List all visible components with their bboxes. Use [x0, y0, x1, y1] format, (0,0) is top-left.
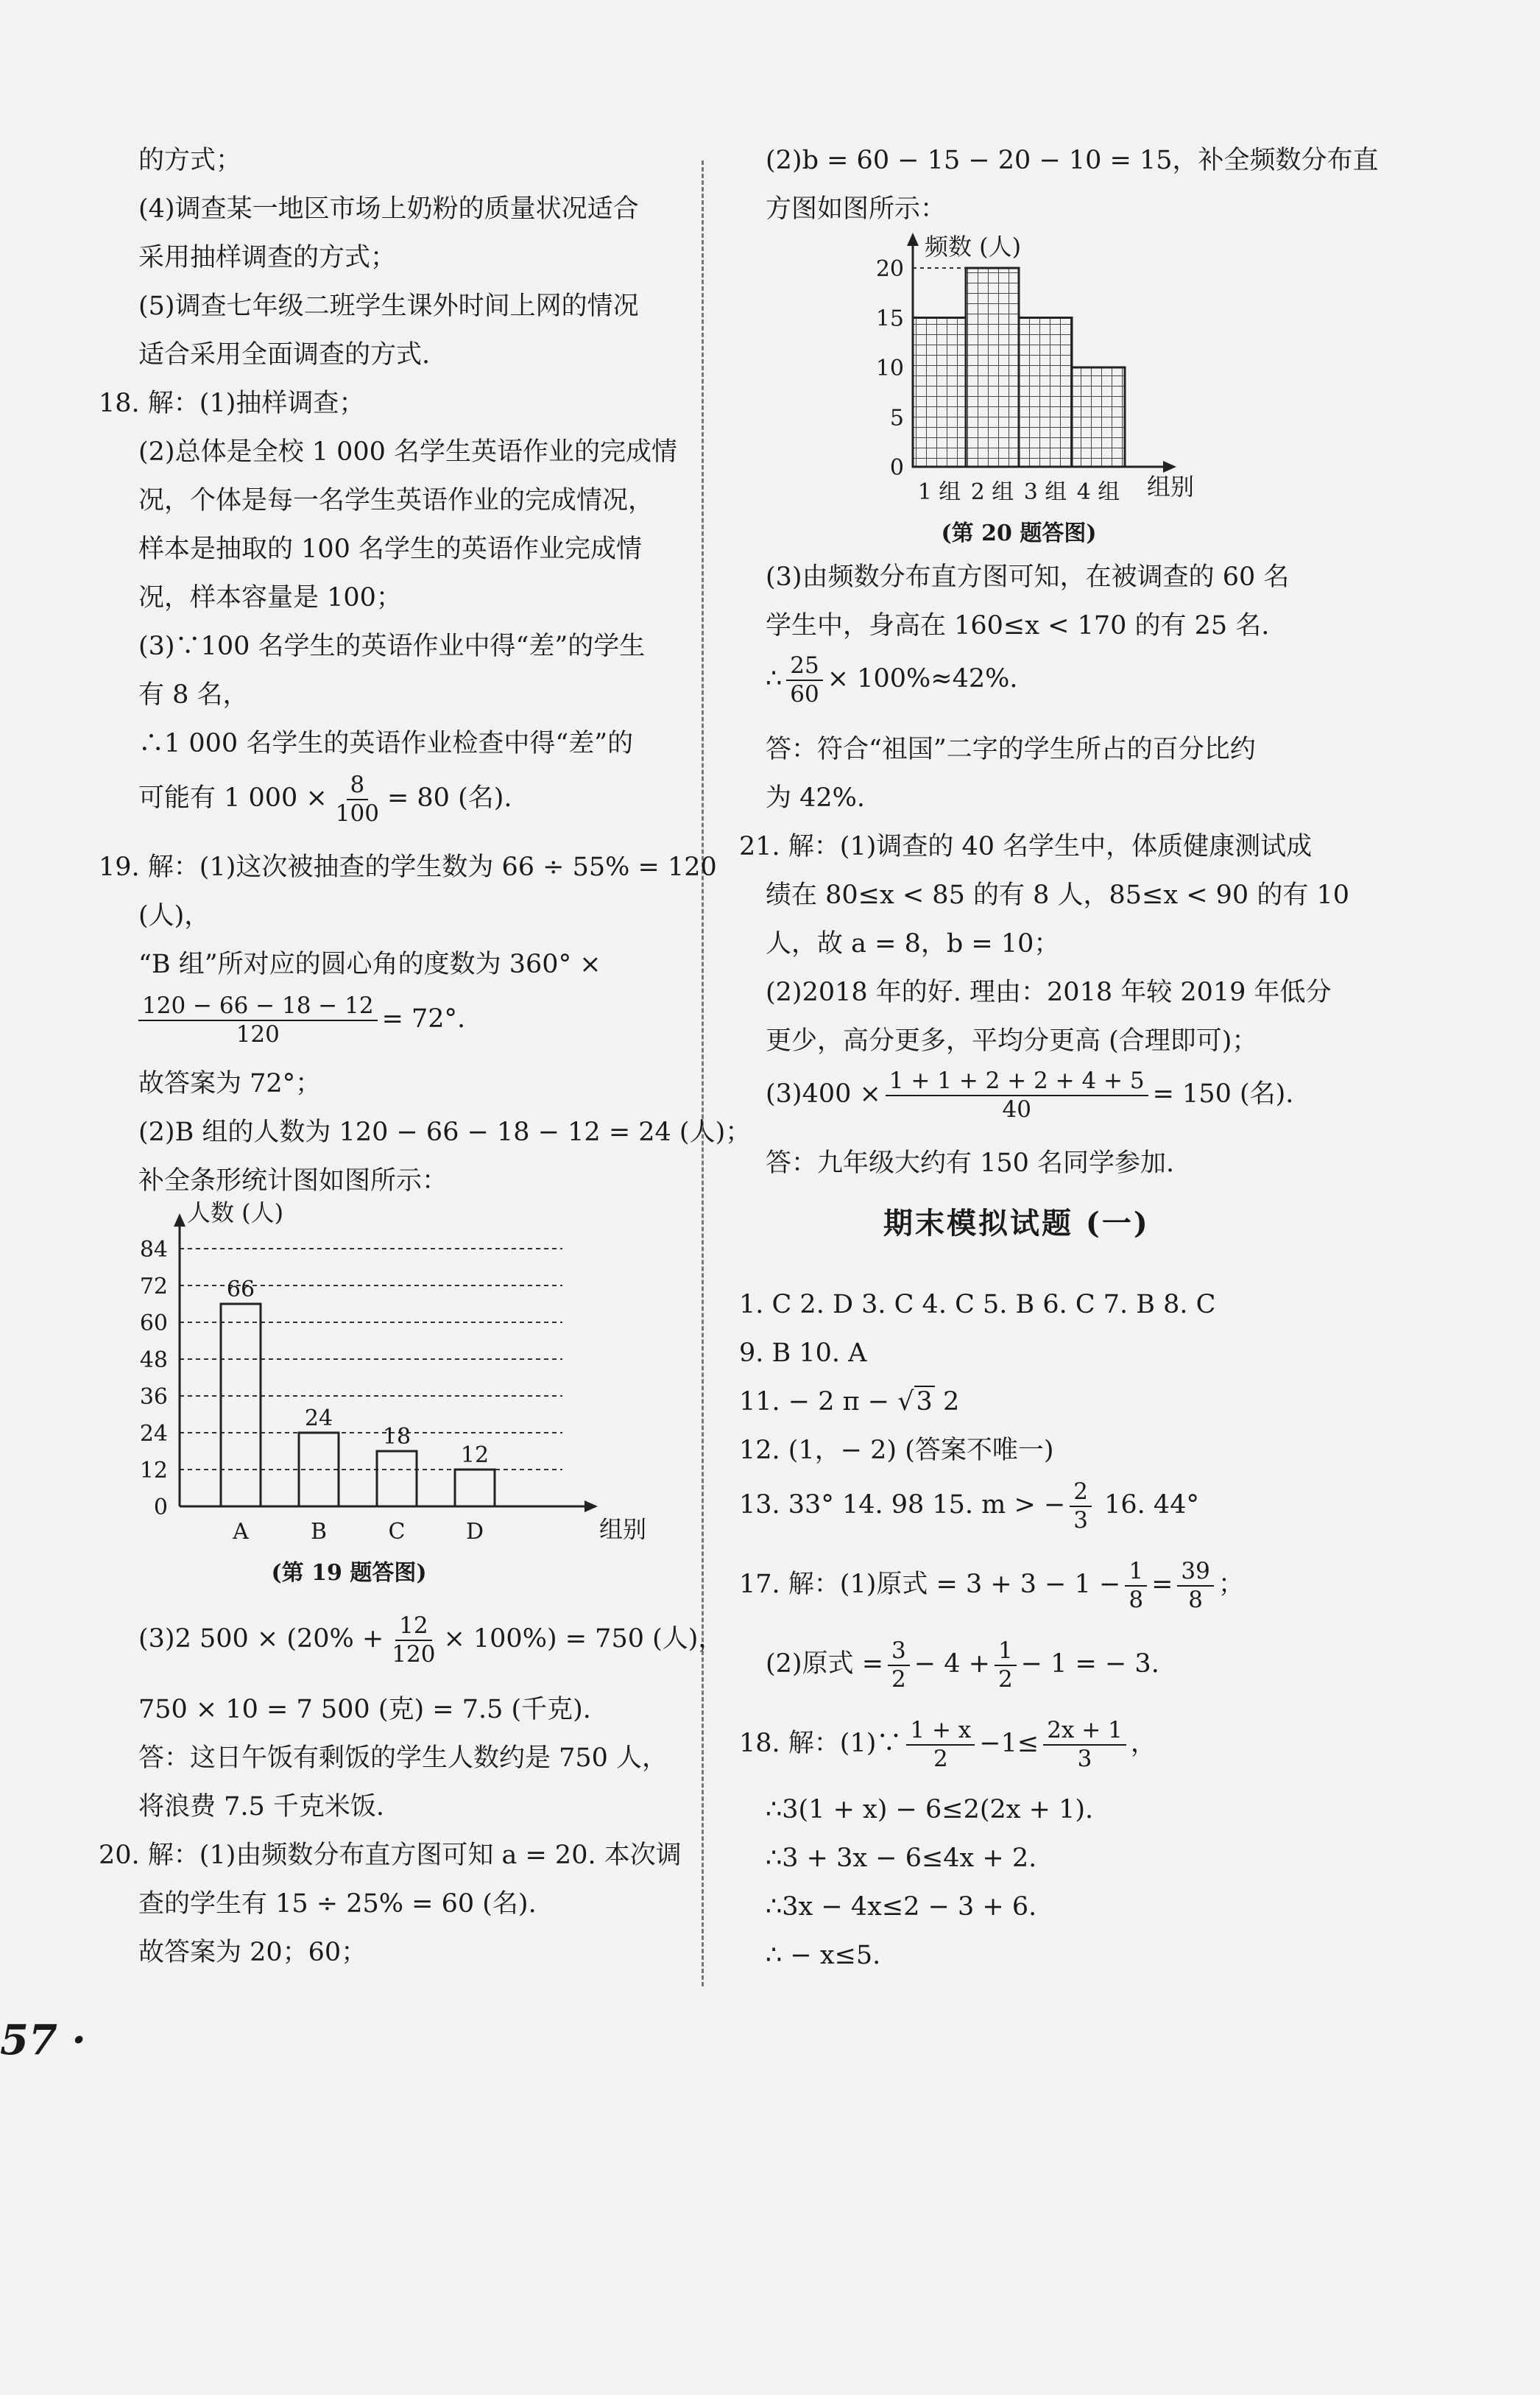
denominator: 8	[1188, 1586, 1204, 1613]
text-line: 有 8 名，	[138, 680, 249, 710]
numerator: 39	[1177, 1558, 1213, 1587]
y-axis-arrow	[907, 233, 919, 246]
denominator: 3	[1073, 1506, 1089, 1534]
text-line: 样本是抽取的 100 名学生的英语作业完成情	[138, 535, 643, 564]
fraction	[1125, 1558, 1147, 1614]
denominator: 2	[933, 1745, 948, 1772]
numerator: 1 + x	[906, 1717, 975, 1746]
text-line: “B 组”所对应的圆心角的度数为 360° ×	[138, 950, 601, 979]
denominator: 2	[891, 1665, 906, 1693]
fraction	[332, 772, 383, 828]
text-line: (2)总体是全校 1 000 名学生英语作业的完成情	[138, 437, 678, 467]
text-line: 答：符合“祖国”二字的学生所占的百分比约	[766, 735, 1256, 764]
bar-A	[221, 1304, 261, 1506]
text-line: 为 42%.	[766, 783, 866, 813]
y-tick-label: 10	[875, 356, 904, 381]
denominator: 60	[790, 680, 819, 708]
text-line: 况，个体是每一名学生英语作业的完成情况，	[138, 486, 654, 515]
fraction	[1177, 1558, 1213, 1614]
numerator: 2	[1070, 1478, 1092, 1507]
y-axis-label: 频数 (人)	[925, 233, 1022, 261]
fraction	[786, 652, 822, 708]
y-tick-label: 84	[139, 1237, 168, 1263]
formula-text: = 150 (名).	[1152, 1079, 1294, 1109]
text-line: 补全条形统计图如图所示：	[138, 1166, 448, 1196]
formula-line	[138, 1609, 724, 1668]
text-line: 查的学生有 15 ÷ 25% = 60 (名).	[138, 1889, 537, 1919]
text-line: 学生中，身高在 160≤x < 170 的有 25 名.	[766, 611, 1270, 641]
histogram-bar	[966, 268, 1019, 467]
text-line: 绩在 80≤x < 85 的有 8 人，85≤x < 90 的有 10	[766, 881, 1349, 910]
denominator: 3	[1077, 1745, 1092, 1772]
formula-text: = 72°.	[381, 1004, 466, 1034]
answer-line: 11. − 2 π − √3 2	[739, 1387, 960, 1417]
x-axis-label: 组别	[599, 1515, 647, 1543]
x-axis-arrow	[584, 1500, 598, 1512]
answer-line: ∴3(1 + x) − 6≤2(2x + 1).	[766, 1795, 1094, 1824]
formula-line	[138, 990, 465, 1048]
answer-line: 1. C 2. D 3. C 4. C 5. B 6. C 7. B 8. C	[739, 1290, 1216, 1319]
y-tick-label: 60	[139, 1311, 168, 1336]
x-axis-arrow	[1163, 461, 1176, 473]
text-line: 况，样本容量是 100；	[138, 583, 402, 613]
text-line: (2)2018 年的好. 理由：2018 年较 2019 年低分	[766, 978, 1332, 1007]
answer-line: ∴ − x≤5.	[766, 1941, 881, 1970]
chart-caption: (第 19 题答图)	[271, 1560, 427, 1586]
numerator: 12	[395, 1612, 431, 1641]
y-tick-label: 48	[139, 1347, 168, 1373]
answer-line: 9. B 10. A	[739, 1338, 867, 1368]
numerator: 3	[888, 1637, 910, 1666]
x-tick-label: C	[388, 1519, 406, 1545]
formula-text: (3)400 ×	[766, 1079, 881, 1109]
formula-text: −1≤	[979, 1729, 1039, 1758]
x-axis-label: 组别	[1147, 473, 1195, 501]
text-line: (3)∵100 名学生的英语作业中得“差”的学生	[138, 632, 646, 661]
numerator: 1	[1125, 1558, 1147, 1587]
y-tick-label: 5	[889, 405, 904, 431]
answer-line	[739, 1714, 1156, 1773]
fraction	[888, 1637, 910, 1693]
formula-text: × 100%) = 750 (人)，	[443, 1624, 724, 1654]
data-label: 12	[460, 1442, 490, 1468]
formula-text: 11. − 2 π −	[739, 1387, 890, 1417]
answer-line: ∴3 + 3x − 6≤4x + 2.	[766, 1844, 1037, 1873]
formula-line	[138, 769, 512, 828]
formula-text: ∴	[766, 664, 783, 694]
question-18-line: 18. 解：(1)抽样调查；	[99, 389, 365, 418]
fraction	[886, 1068, 1148, 1124]
x-tick-label: B	[310, 1519, 328, 1545]
answer-line: 12. (1，− 2) (答案不唯一)	[739, 1436, 1054, 1465]
formula-text: ；	[1218, 1570, 1244, 1599]
formula-text: =	[1151, 1570, 1173, 1599]
y-tick-label: 0	[153, 1495, 168, 1520]
text-line: 人，故 a = 8，b = 10；	[766, 929, 1060, 959]
fraction	[138, 992, 378, 1048]
y-axis-label: 人数 (人)	[187, 1199, 284, 1227]
text-line: 答：这日午饭有剩饭的学生人数约是 750 人，	[138, 1743, 668, 1773]
data-label: 18	[382, 1424, 412, 1450]
answer-line	[739, 1555, 1244, 1614]
text-line: 更少，高分更多，平均分更高 (合理即可)；	[766, 1026, 1258, 1056]
denominator: 100	[335, 800, 379, 827]
formula-text: 可能有 1 000 ×	[138, 783, 328, 813]
bar-D	[455, 1470, 495, 1506]
answer-line	[739, 1475, 1199, 1534]
fraction	[1070, 1478, 1092, 1534]
numerator: 1 + 1 + 2 + 2 + 4 + 5	[886, 1068, 1148, 1096]
chart-20	[854, 231, 1237, 570]
page-number: 57 ·	[0, 2016, 86, 2064]
y-tick-label: 72	[139, 1274, 168, 1299]
x-tick-label: 1 组	[917, 479, 961, 505]
formula-text: × 100%≈42%.	[827, 664, 1018, 694]
y-tick-label: 36	[139, 1384, 168, 1410]
denominator: 2	[997, 1665, 1013, 1693]
denominator: 8	[1128, 1586, 1144, 1613]
chart-caption: (第 20 题答图)	[941, 521, 1097, 546]
answer-line	[766, 1634, 1159, 1693]
section-heading: 期末模拟试题 (一)	[883, 1206, 1150, 1241]
text-line: (3)由频数分布直方图可知，在被调查的 60 名	[766, 562, 1290, 592]
formula-text: ，	[1130, 1729, 1156, 1758]
bar-C	[377, 1451, 417, 1506]
x-tick-label: A	[233, 1519, 249, 1545]
y-tick-label: 12	[139, 1458, 168, 1484]
formula-text: 13. 33° 14. 98 15. m > −	[739, 1490, 1066, 1520]
formula-line	[766, 1065, 1293, 1124]
fraction	[995, 1637, 1017, 1693]
numerator: 25	[786, 652, 822, 681]
denominator: 120	[392, 1640, 436, 1668]
question-20-line: 20. 解：(1)由频数分布直方图可知 a = 20. 本次调	[99, 1841, 682, 1870]
formula-text: (2)原式 =	[766, 1649, 884, 1679]
question-19-line: 19. 解：(1)这次被抽查的学生数为 66 ÷ 55% = 120	[99, 853, 717, 882]
formula-text: − 1 = − 3.	[1020, 1649, 1159, 1679]
fraction	[906, 1717, 975, 1773]
text-line: (2)B 组的人数为 120 − 66 − 18 − 12 = 24 (人)；	[138, 1118, 752, 1147]
text-line: 故答案为 72°；	[138, 1069, 322, 1098]
text-line: 故答案为 20；60；	[138, 1938, 367, 1967]
text-line: (5)调查七年级二班学生课外时间上网的情况	[138, 292, 639, 321]
formula-line	[766, 649, 1018, 708]
numerator: 8	[347, 772, 369, 800]
text-line: 将浪费 7.5 千克米饭.	[138, 1792, 385, 1821]
text-line: 采用抽样调查的方式；	[138, 243, 397, 272]
formula-text: (3)2 500 × (20% +	[138, 1624, 384, 1654]
numerator: 1	[995, 1637, 1017, 1666]
formula-text: 16. 44°	[1096, 1490, 1199, 1520]
text-line: (人)，	[138, 901, 211, 931]
x-tick-label: D	[465, 1519, 484, 1545]
denominator: 120	[236, 1020, 280, 1048]
x-tick-label: 3 组	[1023, 479, 1067, 505]
text-line: ∴1 000 名学生的英语作业检查中得“差”的	[138, 729, 634, 758]
text-line: 适合采用全面调查的方式.	[138, 340, 431, 370]
denominator: 40	[1002, 1096, 1031, 1123]
x-tick-label: 4 组	[1076, 479, 1120, 505]
formula-text: 17. 解：(1)原式 = 3 + 3 − 1 −	[739, 1570, 1121, 1599]
fraction	[388, 1612, 439, 1668]
formula-text: 18. 解：(1)∵	[739, 1729, 903, 1758]
formula-text: = 80 (名).	[386, 783, 512, 813]
y-tick-label: 24	[139, 1421, 168, 1447]
x-tick-label: 2 组	[970, 479, 1014, 505]
text-line: 方图如图所示：	[766, 194, 947, 224]
text-line: 的方式；	[138, 146, 242, 175]
numerator: 120 − 66 − 18 − 12	[138, 992, 378, 1021]
histogram-bar	[913, 318, 966, 468]
y-tick-label: 0	[889, 455, 904, 481]
data-label: 24	[304, 1405, 333, 1431]
text-line: 750 × 10 = 7 500 (克) = 7.5 (千克).	[138, 1695, 591, 1724]
answer-line: ∴3x − 4x≤2 − 3 + 6.	[766, 1892, 1037, 1922]
numerator: 2x + 1	[1043, 1717, 1126, 1746]
histogram-bar	[1019, 318, 1072, 468]
y-tick-label: 15	[875, 306, 904, 332]
column-separator	[702, 161, 704, 1986]
y-axis-arrow	[174, 1213, 186, 1227]
histogram-bar	[1072, 367, 1125, 467]
formula-text: − 4 +	[914, 1649, 990, 1679]
text-line: (2)b = 60 − 15 − 20 − 10 = 15，补全频数分布直	[766, 146, 1379, 175]
text-line: 答：九年级大约有 150 名同学参加.	[766, 1149, 1175, 1178]
data-label: 66	[226, 1277, 255, 1302]
fraction	[1043, 1717, 1126, 1773]
y-tick-label: 20	[875, 256, 904, 282]
question-21-line: 21. 解：(1)调查的 40 名学生中，体质健康测试成	[739, 832, 1313, 861]
chart-19	[121, 1199, 647, 1587]
sqrt-radicand: 3	[914, 1386, 935, 1417]
text-line: (4)调查某一地区市场上奶粉的质量状况适合	[138, 194, 639, 224]
formula-text: 2	[934, 1387, 960, 1417]
